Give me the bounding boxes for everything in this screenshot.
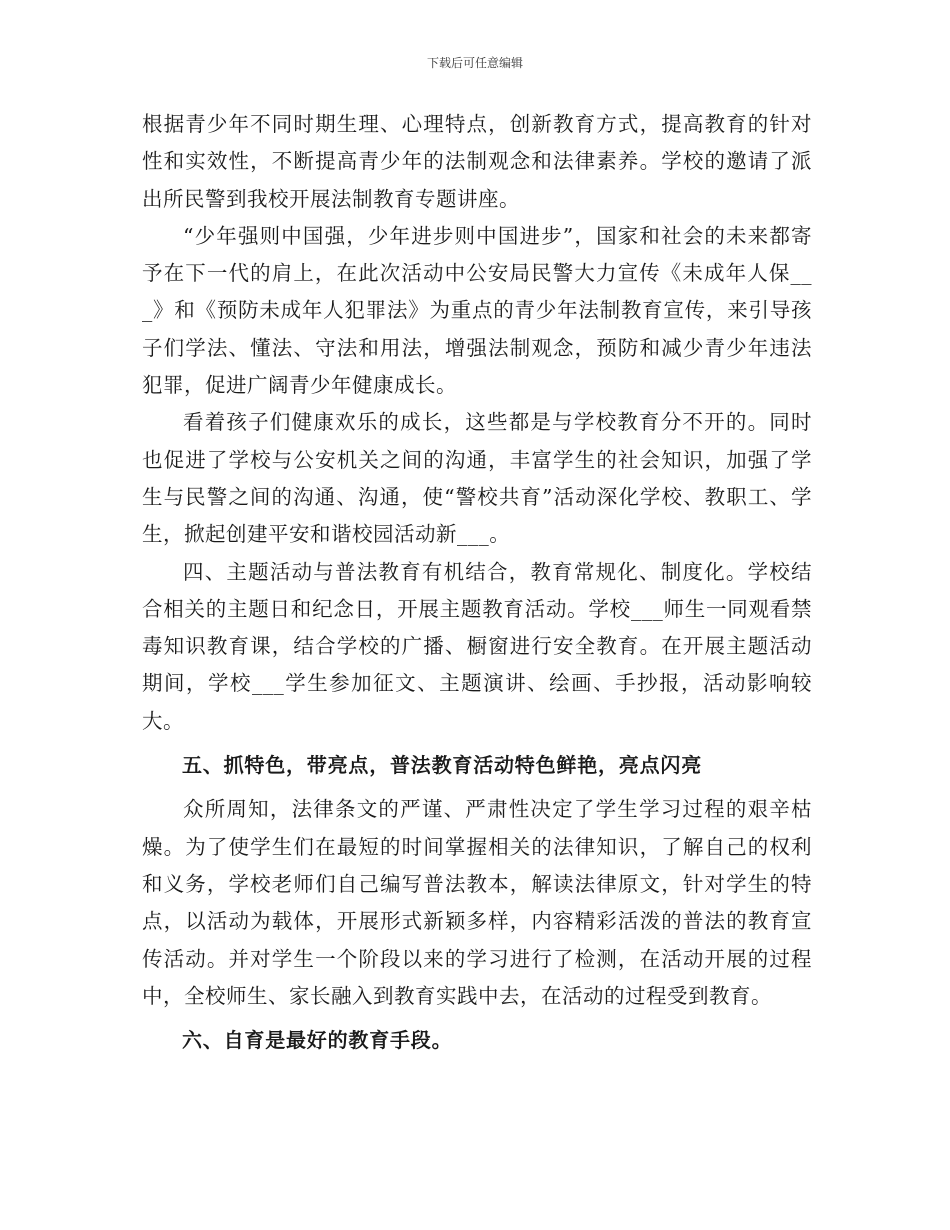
spacer — [142, 1015, 812, 1022]
paragraph-1: 根据青少年不同时期生理、心理特点，创新教育方式，提高教育的针对性和实效性，不断提高青少年的法制观念和法律素养。学校的邀请了派出所民警到我校开展法制教育专题讲座。 — [142, 112, 812, 211]
spacer — [142, 784, 812, 791]
header-note: 下载后可任意编辑 — [426, 56, 523, 70]
document-body — [142, 106, 812, 1059]
paragraph-5: 众所周知，法律条文的严谨、严肃性决定了学生学习过程的艰辛枯燥。为了使学生们在最短的时间掌握相关的法律知识，了解自己的权利和义务，学校老师们自己编写普法教本，解读法律原文，针对学生的特点，以活动为载体，开展形式新颖多样，内容精彩活泼的普法的教育宣传活动。并对学生一个阶段以来的学习进行了检测，在活动开展的过程中，全校师生、家长融入到教育实践中去，在活动的过程受到教育。 — [142, 797, 812, 1008]
section-heading-6: 六、自育是最好的教育手段。 — [182, 1028, 453, 1053]
paragraph-4: 四、主题活动与普法教育有机结合，教育常规化、制度化。学校结合相关的主题日和纪念日，开展主题教育活动。学校___师生一同观看禁毒知识教育课，结合学校的广播、橱窗进行安全教育。在开展主题活动期间，学校___学生参加征文、主题演讲、绘画、手抄报，活动影响较大。 — [142, 559, 812, 733]
section-heading-5: 五、抓特色，带亮点，普法教育活动特色鲜艳，亮点闪亮 — [182, 753, 702, 778]
paragraph-2: “少年强则中国强，少年进步则中国进步”，国家和社会的未来都寄予在下一代的肩上，在此次活动中公安局民警大力宣传《未成年人保___》和《预防未成年人犯罪法》为重点的青少年法制教育宣传，来引导孩子们学法、懂法、守法和用法，增强法制观念，预防和减少青少年违法犯罪，促进广阔青少年健康成长。 — [142, 223, 812, 398]
paragraph-3: 看着孩子们健康欢乐的成长，这些都是与学校教育分不开的。同时也促进了学校与公安机关之间的沟通，丰富学生的社会知识，加强了学生与民警之间的沟通、沟通，使“警校共育”活动深化学校、教职工、学生，掀起创建平安和谐校园活动新___。 — [142, 410, 812, 547]
spacer — [142, 740, 812, 747]
